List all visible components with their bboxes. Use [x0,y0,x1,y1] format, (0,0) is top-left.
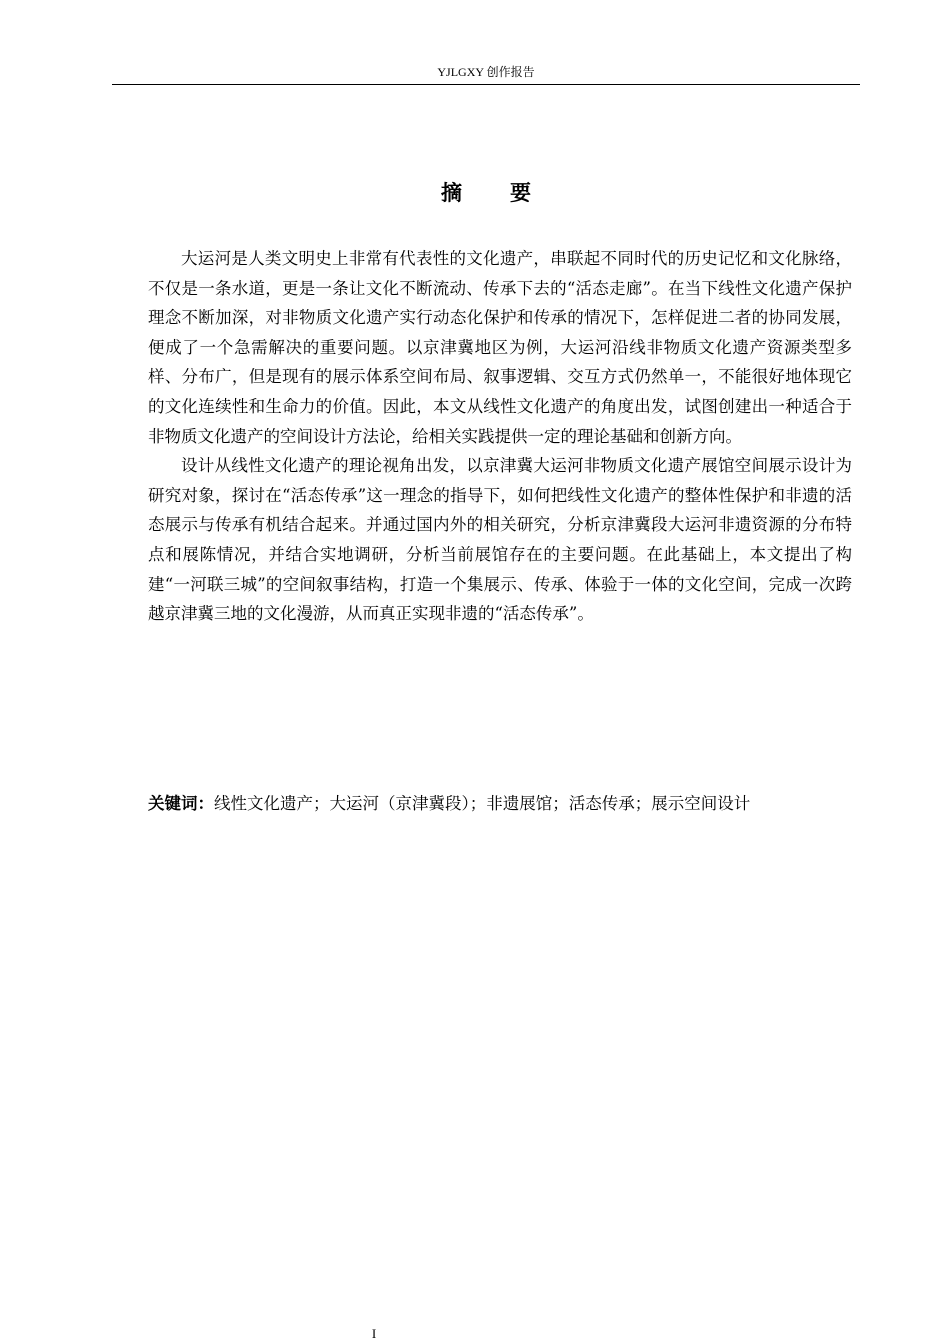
abstract-title: 摘要 [441,181,579,205]
keywords-line [148,789,868,818]
abstract-body [148,244,852,629]
abstract-paragraph-2: 设计从线性文化遗产的理论视角出发，以京津冀大运河非物质文化遗产展馆空间展示设计为研究对象，探讨在“活态传承”这一理念的指导下，如何把线性文化遗产的整体性保护和非遗的活态展示与传承有机结合起来。并通过国内外的相关研究，分析京津冀段大运河非遗资源的分布特点和展陈情况，并结合实地调研，分析当前展馆存在的主要问题。在此基础上，本文提出了构建“一河联三城”的空间叙事结构，打造一个集展示、传承、体验于一体的文化空间，完成一次跨越京津冀三地的文化漫游，从而真正实现非遗的“活态传承”。 [148,456,852,624]
abstract-paragraph-1: 大运河是人类文明史上非常有代表性的文化遗产，串联起不同时代的历史记忆和文化脉络，不仅是一条水道，更是一条让文化不断流动、传承下去的“活态走廊”。在当下线性文化遗产保护理念不断加深，对非物质文化遗产实行动态化保护和传承的情况下，怎样促进二者的协同发展，便成了一个急需解决的重要问题。以京津冀地区为例，大运河沿线非物质文化遗产资源类型多样、分布广，但是现有的展示体系空间布局、叙事逻辑、交互方式仍然单一，不能很好地体现它的文化连续性和生命力的价值。因此，本文从线性文化遗产的角度出发，试图创建出一种适合于非物质文化遗产的空间设计方法论，给相关实践提供一定的理论基础和创新方向。 [148,249,852,446]
header-divider [112,84,860,85]
keywords-label: 关键词： [148,794,214,813]
page-number: I [371,1326,377,1341]
page-header: YJLGXY 创作报告 [437,65,535,79]
keywords-text: 线性文化遗产；大运河（京津冀段）；非遗展馆；活态传承；展示空间设计 [214,794,751,813]
